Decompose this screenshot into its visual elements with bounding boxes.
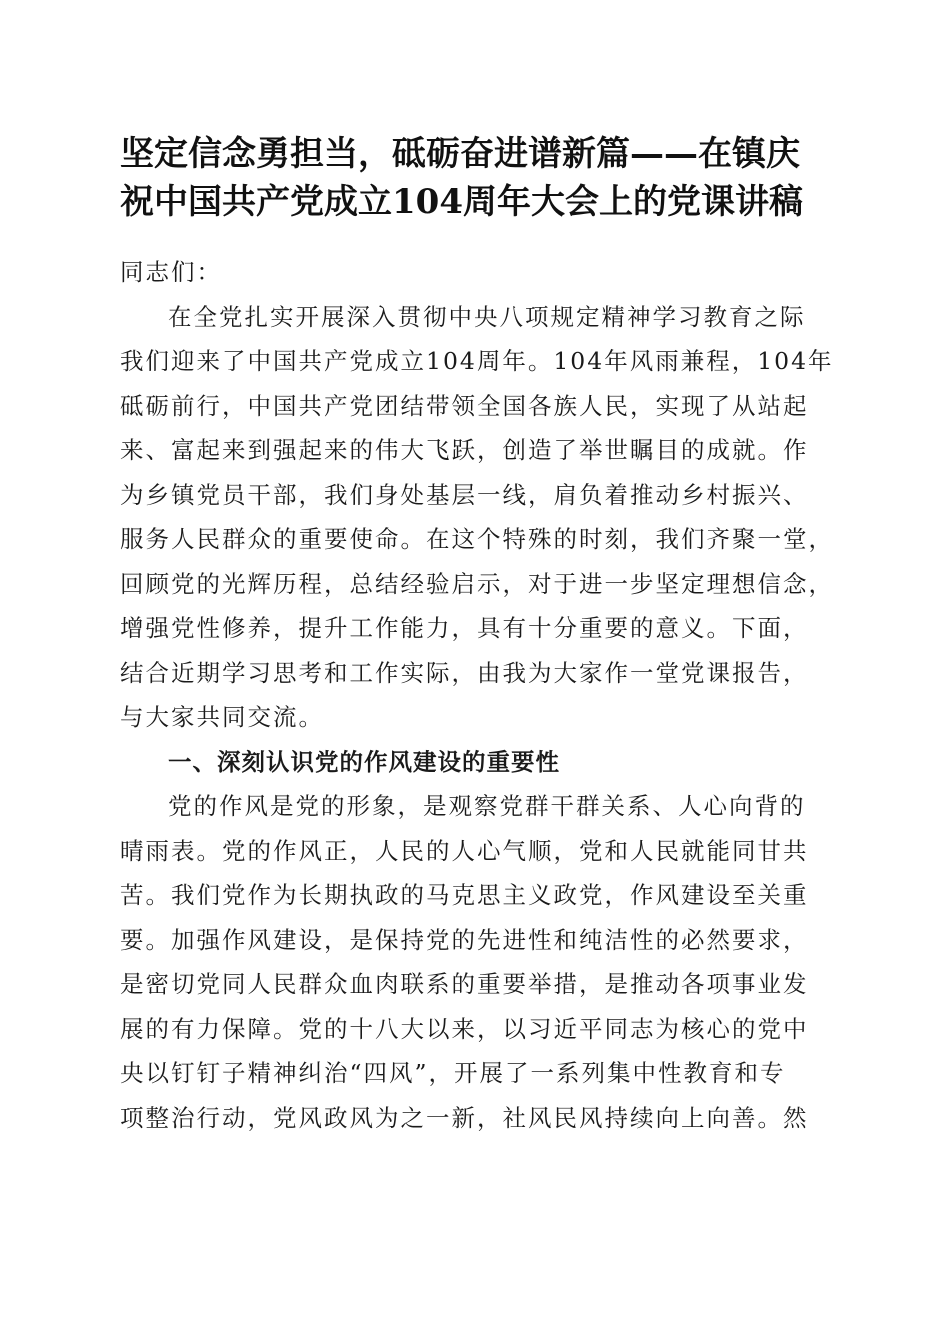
paragraph-line: 是密切党同人民群众血肉联系的重要举措，是推动各项事业发 (120, 970, 809, 998)
paragraph-line: 晴雨表。党的作风正，人民的人心气顺，党和人民就能同甘共 (120, 836, 809, 865)
paragraph-line: 来、富起来到强起来的伟大飞跃，创造了举世瞩目的成就。作 (120, 436, 809, 464)
document-title (120, 130, 840, 226)
paragraph-line: 服务人民群众的重要使命。在这个特殊的时刻，我们齐聚一堂， (120, 525, 834, 553)
paragraph-line: 回顾党的光辉历程，总结经验启示，对于进一步坚定理想信念， (120, 569, 834, 598)
title-line-1: 坚定信念勇担当，砥砺奋进谱新篇——在镇庆 (120, 134, 800, 174)
paragraph-line: 央以钉钉子精神纠治“四风”，开展了一系列集中性教育和专 (120, 1059, 786, 1087)
title-line-2: 祝中国共产党成立104周年大会上的党课讲稿 (120, 182, 803, 222)
paragraph-line: 党的作风是党的形象，是观察党群干群关系、人心向背的 (168, 792, 806, 820)
paragraph-line: 增强党性修养，提升工作能力，具有十分重要的意义。下面， (120, 614, 809, 642)
paragraph-line: 我们迎来了中国共产党成立104周年。104年风雨兼程，104年 (120, 347, 834, 375)
paragraph-line: 结合近期学习思考和工作实际，由我为大家作一堂党课报告， (120, 658, 809, 687)
paragraph-line: 为乡镇党员干部，我们身处基层一线，肩负着推动乡村振兴、 (120, 480, 809, 509)
paragraph-line: 要。加强作风建设，是保持党的先进性和纯洁性的必然要求， (120, 925, 809, 954)
paragraph-line: 展的有力保障。党的十八大以来，以习近平同志为核心的党中 (120, 1014, 809, 1043)
paragraph-line: 项整治行动，党风政风为之一新，社风民风持续向上向善。然 (120, 1103, 809, 1132)
paragraph-line: 与大家共同交流。 (120, 703, 324, 731)
document-body (120, 250, 835, 1140)
paragraph-intro (120, 295, 835, 740)
paragraph-work-style (120, 784, 835, 1140)
paragraph-line: 砥砺前行，中国共产党团结带领全国各族人民，实现了从站起 (120, 391, 809, 420)
paragraph-line: 苦。我们党作为长期执政的马克思主义政党，作风建设至关重 (120, 881, 809, 909)
paragraph-line: 在全党扎实开展深入贯彻中央八项规定精神学习教育之际 (168, 302, 806, 331)
salutation: 同志们： (120, 258, 222, 286)
section-heading: 一、深刻认识党的作风建设的重要性 (168, 747, 560, 776)
